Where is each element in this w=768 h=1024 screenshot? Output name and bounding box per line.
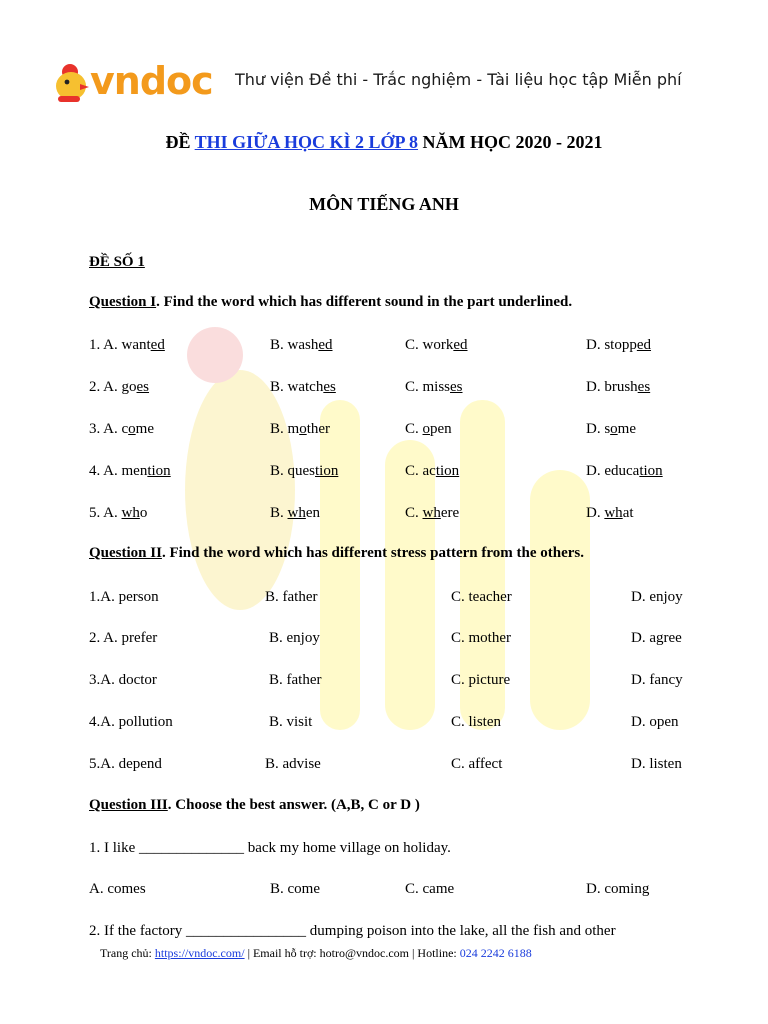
question-2-row [0, 672, 768, 692]
underlined-part: es [323, 379, 336, 395]
underlined-part: es [450, 379, 463, 395]
option-d: D. enjoy [631, 589, 683, 605]
underlined-part: o [422, 421, 431, 437]
question-3-item-1-stem: 1. I like ______________ back my home village on holiday. [89, 840, 451, 856]
option-a: 5.A. depend [89, 756, 162, 772]
vndoc-logo[interactable] [52, 58, 217, 104]
option-b: B. visit [269, 714, 313, 730]
chicken-mascot-icon [52, 58, 92, 104]
question-1-row [0, 505, 768, 525]
title-link[interactable]: THI GIỮA HỌC KÌ 2 LỚP 8 [194, 132, 419, 152]
question-1-row [0, 337, 768, 357]
underlined-part: tion [147, 463, 171, 479]
option-d: D. open [631, 714, 679, 730]
option-b: B. question [270, 463, 339, 479]
option-d: D. coming [586, 881, 650, 897]
option-c: C. affect [451, 756, 503, 772]
underlined-part: o [299, 421, 307, 437]
option-a: 4.A. pollution [89, 714, 173, 730]
option-a: A. comes [89, 881, 146, 897]
option-b: B. advise [265, 756, 321, 772]
option-d: D. agree [631, 630, 682, 646]
question-3-heading [89, 797, 420, 814]
option-a: 4. A. mention [89, 463, 171, 479]
underlined-part: wh [422, 505, 441, 521]
option-a: 1. A. wanted [89, 337, 165, 353]
question-2-label: Question II [89, 545, 162, 561]
option-b: B. washed [270, 337, 333, 353]
option-c: C. action [405, 463, 460, 479]
question-2-row [0, 756, 768, 776]
option-c: C. came [405, 881, 455, 897]
option-a: 2. A. prefer [89, 630, 158, 646]
question-2-text: . Find the word which has different stress pattern from the others. [161, 545, 584, 561]
option-d: D. listen [631, 756, 682, 772]
option-d: D. fancy [631, 672, 683, 688]
footer-hotline[interactable]: 024 2242 6188 [459, 946, 532, 960]
option-b: B. mother [270, 421, 331, 437]
option-c: C. where [405, 505, 460, 521]
option-d: D. education [586, 463, 663, 479]
question-1-label: Question I [89, 294, 157, 310]
option-a: 2. A. goes [89, 379, 150, 395]
underlined-part: o [128, 421, 136, 437]
question-1-row [0, 463, 768, 483]
option-c: C. open [405, 421, 452, 437]
footer-home-link[interactable]: https://vndoc.com/ [154, 946, 245, 960]
option-d: D. brushes [586, 379, 651, 395]
option-a: 3.A. doctor [89, 672, 157, 688]
page-footer [100, 946, 532, 961]
question-1-heading [89, 294, 572, 311]
underlined-part: wh [121, 505, 140, 521]
title-suffix: NĂM HỌC 2020 - 2021 [418, 132, 603, 152]
underlined-part: wh [604, 505, 623, 521]
option-c: C. teacher [451, 589, 512, 605]
exam-number: ĐỀ SỐ 1 [89, 254, 145, 270]
question-1-text: . Find the word which has different sound in the part underlined. [156, 294, 573, 310]
option-a: 3. A. come [89, 421, 154, 437]
underlined-part: es [136, 379, 150, 395]
underlined-part: ed [150, 337, 165, 353]
underlined-part: tion [639, 463, 663, 479]
underlined-part: wh [287, 505, 306, 521]
question-3-text: . Choose the best answer. (A,B, C or D ) [167, 797, 420, 813]
option-b: B. father [269, 672, 322, 688]
option-b: B. come [270, 881, 320, 897]
underlined-part: tion [315, 463, 339, 479]
logo-text: vndoc [90, 59, 213, 103]
option-a: 5. A. who [89, 505, 148, 521]
page-title [0, 132, 768, 153]
title-prefix: ĐỀ [165, 132, 195, 152]
underlined-part: o [610, 421, 618, 437]
page-header [52, 58, 732, 106]
footer-home-label: Trang chủ: [100, 946, 155, 960]
option-a: 1.A. person [89, 589, 159, 605]
option-b: B. enjoy [269, 630, 320, 646]
option-b: B. watches [270, 379, 336, 395]
option-d: D. some [586, 421, 636, 437]
option-c: C. misses [405, 379, 463, 395]
question-2-row [0, 630, 768, 650]
option-c: C. listen [451, 714, 502, 730]
question-3-item-1-options [0, 881, 768, 901]
option-c: C. worked [405, 337, 468, 353]
question-3-label: Question III [89, 797, 168, 813]
header-tagline: Thư viện Đề thi - Trắc nghiệm - Tài liệu học tập Miễn phí [235, 70, 682, 89]
underlined-part: ed [318, 337, 333, 353]
underlined-part: ed [453, 337, 468, 353]
question-1-row [0, 421, 768, 441]
underlined-part: ed [636, 337, 652, 353]
option-d: D. what [586, 505, 634, 521]
question-3-item-2-stem: 2. If the factory ________________ dumping poison into the lake, all the fish and other [89, 923, 616, 939]
question-1-row [0, 379, 768, 399]
question-2-heading [89, 545, 584, 562]
footer-contact: | Email hỗ trợ: hotro@vndoc.com | Hotline: [244, 946, 460, 960]
underlined-part: es [637, 379, 651, 395]
page-subtitle: MÔN TIẾNG ANH [309, 194, 459, 214]
question-2-row [0, 589, 768, 609]
underlined-part: tion [435, 463, 460, 479]
option-b: B. father [265, 589, 318, 605]
option-c: C. picture [451, 672, 511, 688]
option-c: C. mother [451, 630, 511, 646]
option-b: B. when [270, 505, 321, 521]
question-2-row [0, 714, 768, 734]
option-d: D. stopped [586, 337, 652, 353]
